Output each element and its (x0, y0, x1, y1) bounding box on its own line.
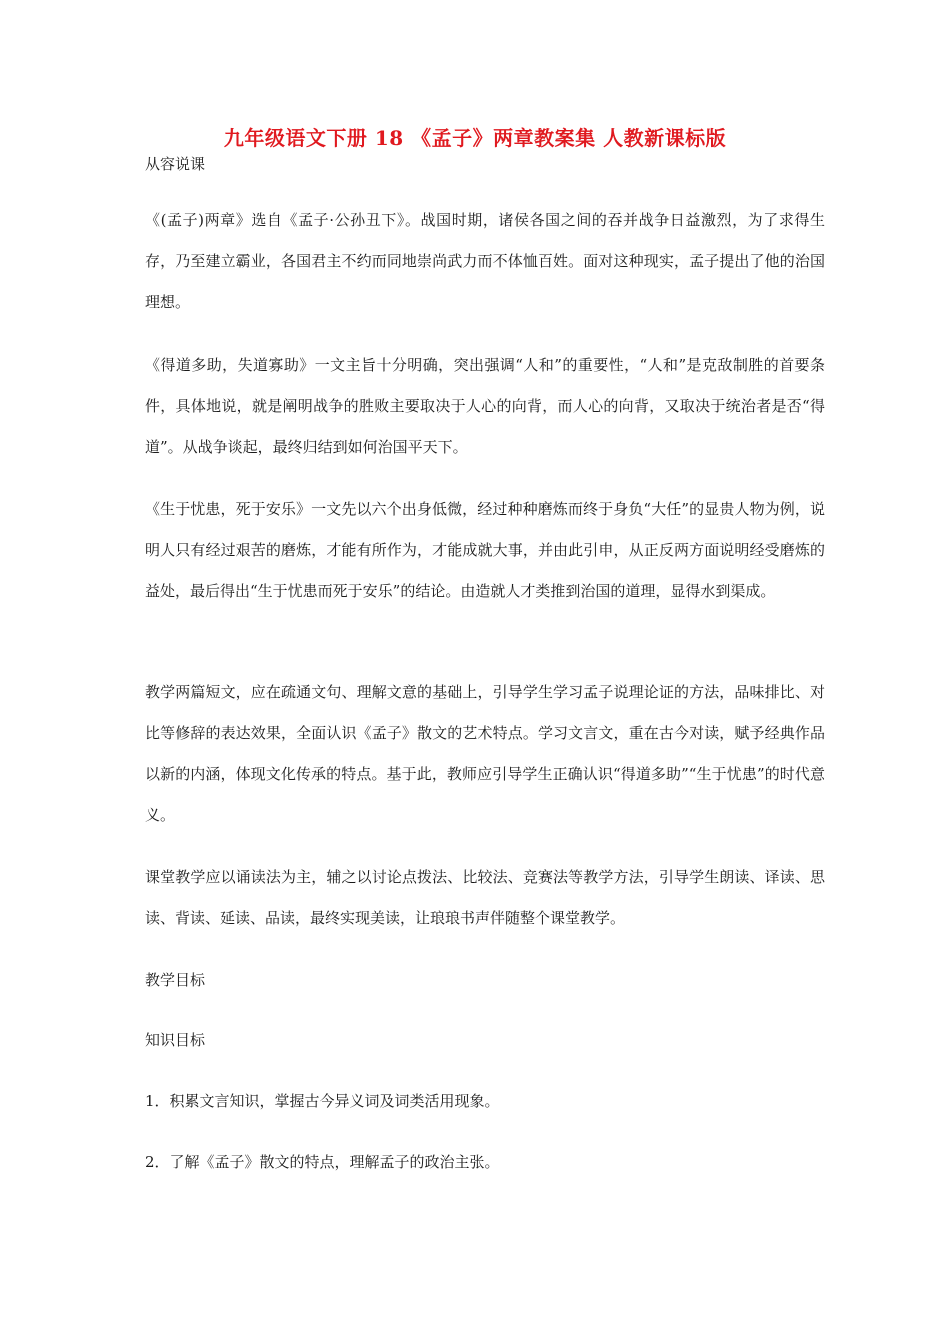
heading-knowledge-goals: 知识目标 (145, 1031, 206, 1049)
list-item: 2．了解《孟子》散文的特点，理解孟子的政治主张。 (145, 1153, 500, 1171)
section-label: 从容说课 (145, 155, 206, 173)
paragraph-intro: 《(孟子)两章》选自《孟子·公孙丑下》。战国时期，诸侯各国之间的吞并战争日益激烈，为了求得生存，乃至建立霸业，各国君主不约而同地崇尚武力而不体恤百姓。面对这种现实，孟子提出了他的治国理想。 (145, 211, 825, 311)
paragraph-shengyu: 《生于忧患，死于安乐》一文先以六个出身低微，经过种种磨炼而终于身负“大任”的显贵人物为例，说明人只有经过艰苦的磨炼，才能有所作为，才能成就大事，并由此引申，从正反两方面说明经受磨炼的益处，最后得出“生于忧患而死于安乐”的结论。由造就人才类推到治国的道理，显得水到渠成。 (145, 500, 825, 600)
heading-teaching-goals: 教学目标 (145, 971, 206, 989)
paragraph-dedao: 《得道多助，失道寡助》一文主旨十分明确，突出强调“人和”的重要性，“人和”是克敌制胜的首要条件，具体地说，就是阐明战争的胜败主要取决于人心的向背，而人心的向背，又取决于统治者是否“得道”。从战争谈起，最终归结到如何治国平天下。 (145, 356, 825, 456)
list-item: 1．积累文言知识，掌握古今异义词及词类活用现象。 (145, 1092, 500, 1110)
paragraph-method: 课堂教学应以诵读法为主，辅之以讨论点拨法、比较法、竞赛法等教学方法，引导学生朗读、译读、思读、背读、延读、品读，最终实现美读，让琅琅书声伴随整个课堂教学。 (145, 868, 825, 927)
document-title: 九年级语文下册 18 《孟子》两章教案集 人教新课标版 (223, 126, 727, 150)
paragraph-teaching: 教学两篇短文，应在疏通文句、理解文意的基础上，引导学生学习孟子说理论证的方法，品味排比、对比等修辞的表达效果，全面认识《孟子》散文的艺术特点。学习文言文，重在古今对读，赋予经典作品以新的内涵，体现文化传承的特点。基于此，教师应引导学生正确认识“得道多助”“生于忧患”的时代意义。 (145, 683, 825, 824)
